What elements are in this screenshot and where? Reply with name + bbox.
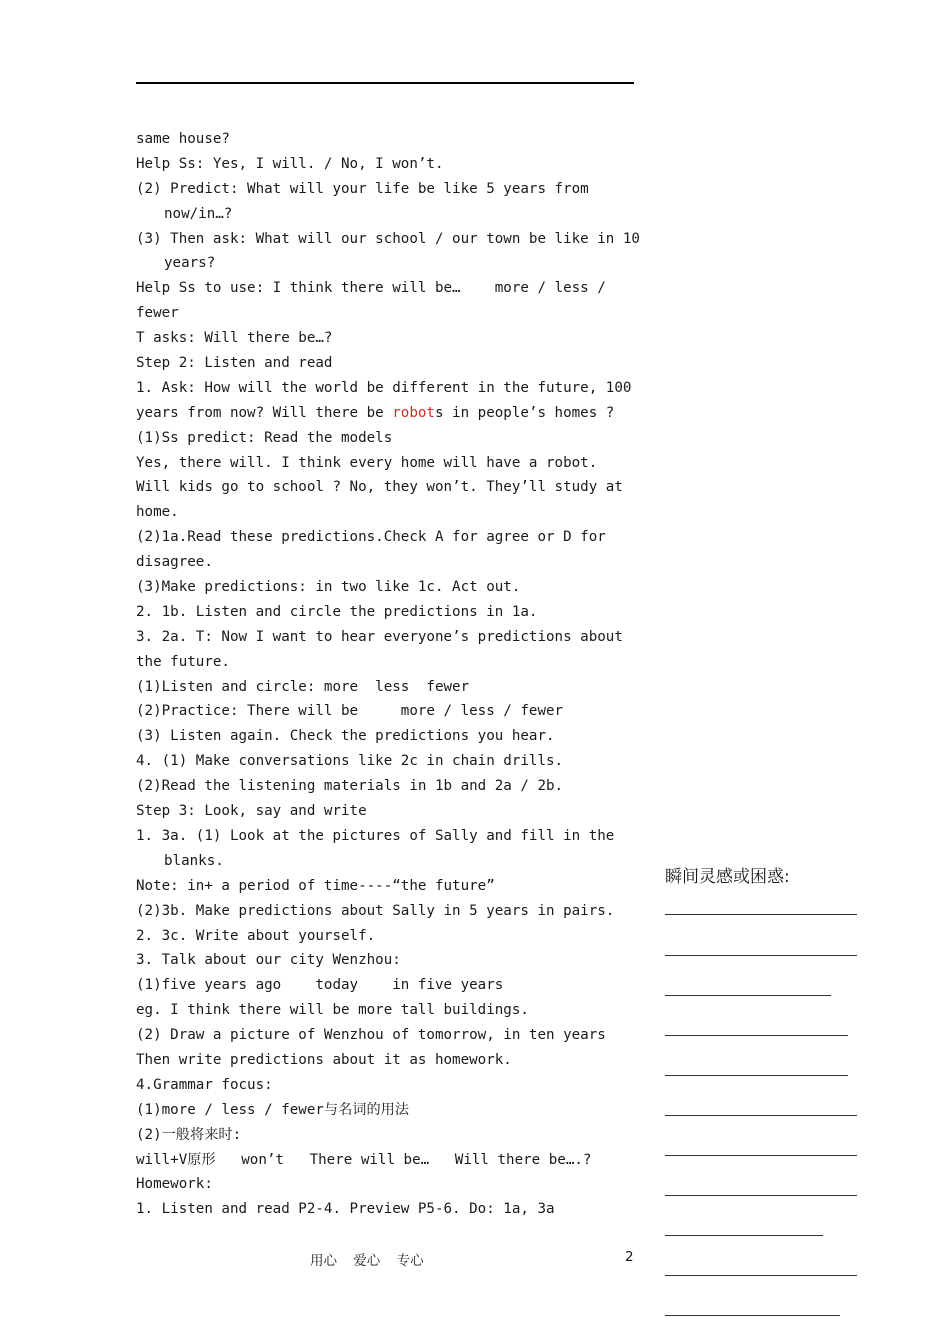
text-line: the future. [136,653,230,670]
text-fragment: s in people’s homes ? [434,404,615,421]
text-line: 1. 3a. (1) Look at the pictures of Sally and fill in the [136,827,615,844]
text-line: disagree. [136,554,213,571]
step-heading: Step 2: Listen and read [136,355,333,372]
text-line: years? [164,255,216,272]
step-heading: Step 3: Look, say and write [136,803,367,820]
text-line: 1. Ask: How will the world be different in the future, 100 [136,379,632,396]
text-line: (2)Read the listening materials in 1b and 2a / 2b. [136,778,564,795]
text-line: 4. (1) Make conversations like 2c in chain drills. [136,753,564,770]
text-line: (3) Then ask: What will our school / our town be like in 10 [136,230,640,247]
text-line: blanks. [164,852,224,869]
text-line: same house? [136,131,230,147]
text-line: (2)一般将来时: [136,1126,242,1143]
note-blank-line[interactable] [665,1075,848,1076]
text-line: (3) Listen again. Check the predictions you hear. [136,728,555,745]
text-line: Will kids go to school ? No, they won’t. They’ll study at [136,479,623,496]
note-blank-line[interactable] [665,995,831,996]
text-line: 2. 1b. Listen and circle the predictions in 1a. [136,603,538,620]
text-line: (1)five years ago today in five years [136,977,504,994]
text-line: (2)Practice: There will be more / less / fewer [136,703,564,720]
text-line: (3)Make predictions: in two like 1c. Act out. [136,579,521,596]
note-blank-line[interactable] [665,1155,857,1156]
text-line: will+V原形 won’t There will be… Will there be….? [136,1151,592,1168]
text-line: (1)Ss predict: Read the models [136,429,393,446]
note-blank-line[interactable] [665,1195,857,1196]
text-line [136,401,634,426]
notes-title: 瞬间灵感或困惑: [665,867,790,887]
text-line: 3. Talk about our city Wenzhou: [136,952,401,969]
text-line: home. [136,504,179,521]
highlight-word: robot [392,404,435,421]
note-blank-line[interactable] [665,1275,857,1276]
text-line: 2. 3c. Write about yourself. [136,927,376,944]
text-line: Help Ss: Yes, I will. / No, I won’t. [136,155,444,172]
note-blank-line[interactable] [665,1235,823,1236]
text-line: (2)1a.Read these predictions.Check A for agree or D for [136,529,606,546]
text-line: fewer [136,305,179,322]
text-line: (2)3b. Make predictions about Sally in 5 years in pairs. [136,902,615,919]
page-number: 2 [625,1249,634,1265]
step-heading: Homework: [136,1176,213,1193]
note-blank-line[interactable] [665,1115,857,1116]
header-rule [136,82,634,84]
text-line: Help Ss to use: I think there will be… more / less / [136,280,606,297]
note-blank-line[interactable] [665,1035,848,1036]
text-line: 3. 2a. T: Now I want to hear everyone’s predictions about [136,628,623,645]
text-line: eg. I think there will be more tall buildings. [136,1002,529,1019]
text-line: (1)Listen and circle: more less fewer [136,678,470,695]
text-line: Yes, there will. I think every home will have a robot. [136,454,598,471]
text-line: Note: in+ a period of time----“the future” [136,877,495,894]
footer-motto: 用心 爱心 专心 [310,1253,424,1269]
note-blank-line[interactable] [665,955,857,956]
text-line: now/in…? [164,205,233,222]
text-line: (2) Draw a picture of Wenzhou of tomorrow, in ten years [136,1027,606,1044]
note-blank-line[interactable] [665,1315,840,1316]
text-line: (1)more / less / fewer与名词的用法 [136,1101,410,1118]
step-heading: 4.Grammar focus: [136,1076,273,1093]
text-line: 1. Listen and read P2-4. Preview P5-6. Do: 1a, 3a [136,1201,555,1218]
text-line: Then write predictions about it as homework. [136,1051,512,1068]
text-fragment: years from now? Will there be [136,404,393,421]
note-blank-line[interactable] [665,914,857,915]
lesson-body [136,127,640,1222]
text-line: T asks: Will there be…? [136,330,333,347]
text-line: (2) Predict: What will your life be like 5 years from [136,180,589,197]
